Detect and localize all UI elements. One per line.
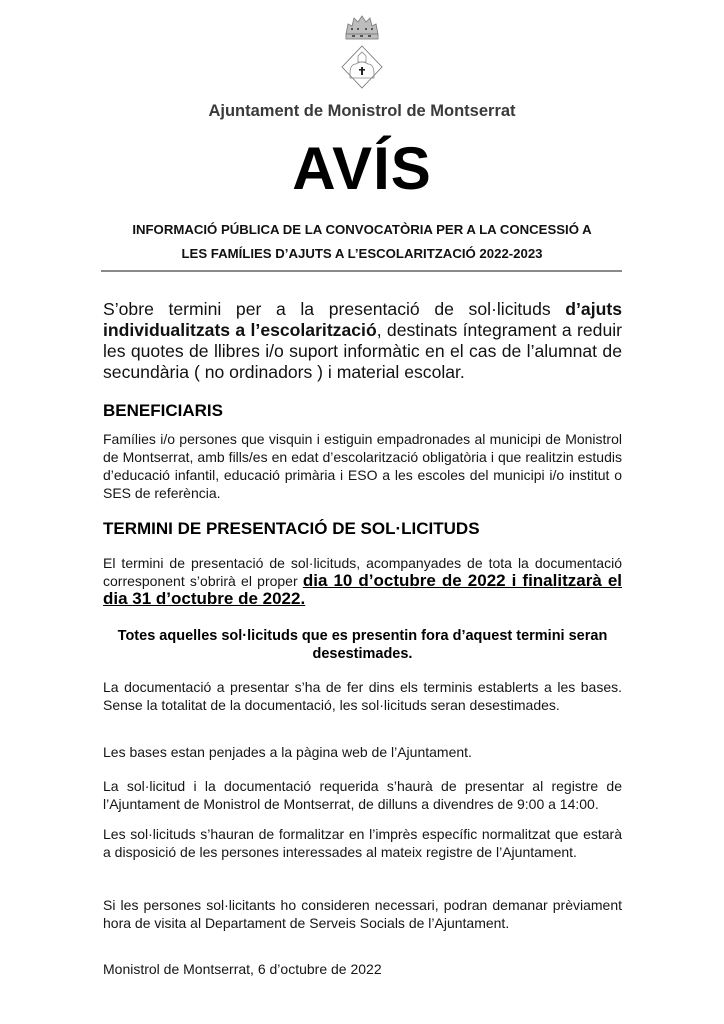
paragraph-visita: Si les persones sol·licitants ho consideren necessari, podran demanar prèviament hora de visita al Departament de Serveis Socials de l’Ajuntament. [103,897,622,931]
section-heading-termini: TERMINI DE PRESENTACIÓ DE SOL·LICITUDS [103,519,480,538]
termini-dates: dia 10 d’octubre de 2022 i finalitzarà el dia 31 d’octubre de 2022. [103,571,622,608]
termini-text [103,554,622,608]
notice-subtitle [100,218,624,266]
intro-text-1: S’obre termini per a la presentació de sol·licituds [103,299,566,319]
section-heading-beneficiaris: BENEFICIARIS [103,401,223,420]
horizontal-divider [101,270,622,272]
beneficiaris-text: Famílies i/o persones que visquin i estiguin empadronades al municipi de Monistrol de Montserrat, amb fills/es en edat d’escolarització obligatòria i que realitzin estudis d’educació infantil, educació primària i ESO a les escoles del municipi i/o institut o SES de referència. [103,431,622,501]
termini-warning: Totes aquelles sol·licituds que es presentin fora d’aquest termini seran desestimades. [117,628,608,662]
paragraph-bases: Les bases estan penjades a la pàgina web de l’Ajuntament. [103,744,472,760]
organization-name: Ajuntament de Monistrol de Montserrat [208,102,516,120]
intro-text-2: , destinats íntegrament a reduir les quotes de llibres i/o suport informàtic en el cas de l’alumnat de secundària ( no ordinadors ) i material escolar. [103,320,622,382]
intro-paragraph [103,299,622,383]
termini-text-regular: El termini de presentació de sol·licituds, acompanyades de tota la documentació corresponent s’obrirà el proper [103,555,622,589]
page-title: AVÍS [292,135,432,202]
intro-bold-text: d’ajuts individualitzats a l’escolarització [103,299,622,340]
place-date: Monistrol de Montserrat, 6 d’octubre de 2022 [103,961,382,977]
paragraph-impres: Les sol·licituds s’hauran de formalitzar en l’imprès específic normalitzat que estarà a disposició de les persones interessades al mateix registre de l’Ajuntament. [103,826,622,860]
coat-of-arms-icon [340,12,384,90]
paragraph-registre: La sol·licitud i la documentació requerida s’haurà de presentar al registre de l’Ajuntament de Monistrol de Montserrat, de dilluns a divendres de 9:00 a 14:00. [103,778,622,812]
subtitle-line-1: INFORMACIÓ PÚBLICA DE LA CONVOCATÒRIA PER A LA CONCESSIÓ A [132,222,592,237]
subtitle-line-2: LES FAMÍLIES D’AJUTS A L’ESCOLARITZACIÓ 2022-2023 [181,246,543,261]
paragraph-documentation: La documentació a presentar s’ha de fer dins els terminis establerts a les bases. Sense la totalitat de la documentació, les sol·licituds seran desestimades. [103,679,622,713]
